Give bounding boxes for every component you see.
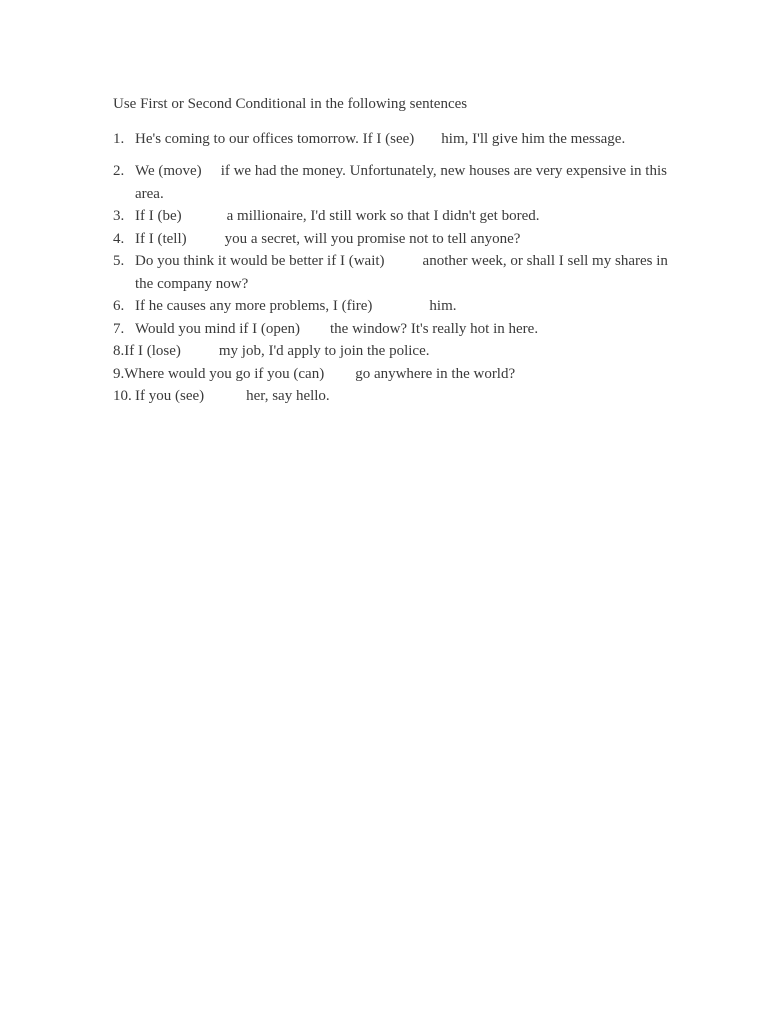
item-text-before: Where would you go if you (can)	[124, 365, 325, 382]
list-item	[113, 205, 675, 228]
item-text	[113, 250, 675, 295]
item-text	[113, 295, 675, 318]
item-text	[113, 128, 675, 151]
item-number: 6.	[113, 298, 125, 314]
item-text	[113, 340, 675, 363]
item-text-after: a millionaire, I'd still work so that I didn't get bored.	[226, 208, 540, 224]
item-text	[113, 205, 675, 228]
item-number: 4.	[113, 230, 125, 247]
item-text-after: go anywhere in the world?	[355, 365, 516, 382]
item-text-before: If he causes any more problems, I (fire)	[135, 298, 373, 314]
item-text-after: him, I'll give him the message.	[441, 131, 626, 147]
item-text-before: Would you mind if I (open)	[135, 320, 301, 337]
item-text-before: He's coming to our offices tomorrow. If I (see)	[135, 131, 415, 147]
answer-blank	[202, 164, 221, 179]
exercise-list	[113, 128, 675, 408]
list-item	[113, 385, 675, 408]
answer-blank	[187, 232, 225, 247]
answer-blank	[414, 132, 441, 147]
item-number: 1.	[113, 131, 125, 147]
item-text	[113, 363, 675, 386]
item-number: 2.	[113, 163, 125, 179]
answer-blank	[385, 254, 423, 269]
item-text-before: If I (tell)	[135, 230, 187, 247]
item-text-before: If I (be)	[135, 208, 182, 224]
list-item	[113, 250, 675, 295]
answer-blank	[300, 322, 330, 337]
list-item	[113, 128, 675, 150]
item-text-before: We (move)	[135, 163, 202, 179]
list-item	[113, 318, 675, 341]
item-text-after: if we had the money. Unfortunately, new houses are very expensive in this area.	[135, 163, 667, 202]
item-number: 7.	[113, 320, 125, 337]
item-text-after: the window? It's really hot in here.	[330, 320, 539, 337]
item-text	[113, 385, 675, 408]
item-text	[113, 160, 675, 205]
item-text-after: another week, or shall I sell my shares in the company now?	[135, 253, 668, 292]
list-item	[113, 363, 675, 386]
list-item	[113, 160, 675, 205]
list-item	[113, 228, 675, 251]
item-text	[113, 228, 675, 251]
item-number: 10.	[113, 388, 132, 404]
answer-blank	[181, 344, 219, 359]
answer-blank	[324, 367, 355, 382]
answer-blank	[182, 209, 227, 224]
page-title: Use First or Second Conditional in the following sentences	[113, 96, 468, 112]
item-text-before: If I (lose)	[124, 343, 181, 359]
item-number: 9.	[113, 365, 125, 382]
item-number: 3.	[113, 208, 125, 224]
item-number: 5.	[113, 253, 125, 269]
answer-blank	[204, 389, 246, 404]
list-item	[113, 340, 675, 363]
answer-blank	[372, 299, 429, 314]
item-text	[113, 318, 675, 341]
item-text-after: my job, I'd apply to join the police.	[218, 343, 430, 359]
list-item	[113, 295, 675, 318]
item-text-after: you a secret, will you promise not to tell anyone?	[224, 230, 521, 247]
item-text-after: him.	[429, 298, 457, 314]
item-number: 8.	[113, 343, 125, 359]
item-text-before: Do you think it would be better if I (wait)	[135, 253, 385, 269]
item-text-before: If you (see)	[135, 388, 205, 404]
item-text-after: her, say hello.	[246, 388, 330, 404]
